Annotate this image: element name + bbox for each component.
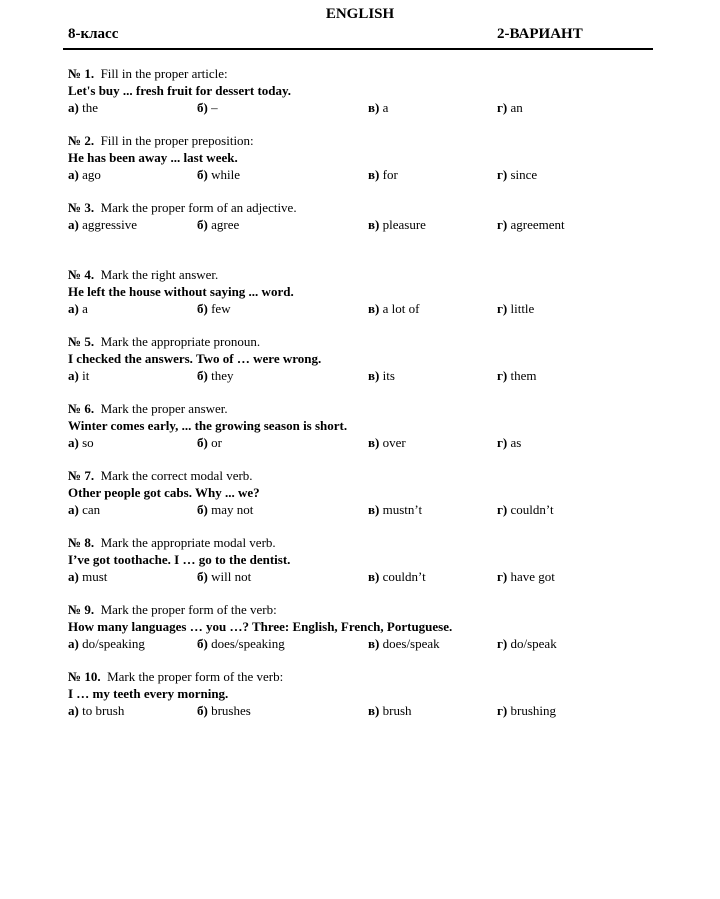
task-number: № 10. [68,669,101,684]
task-instruction: Mark the right answer. [100,267,219,282]
option-text: so [82,435,94,450]
option-text: – [211,100,218,115]
option-text: pleasure [382,217,426,232]
answer-option[interactable] [368,702,412,719]
answer-option[interactable] [368,300,419,317]
task-number: № 2. [68,133,95,148]
option-text: do/speak [510,636,557,651]
option-text: will not [211,569,252,584]
answer-option[interactable] [68,300,88,317]
task-instruction-line [68,266,668,283]
task-list [68,65,668,735]
option-letter: б) [197,636,208,651]
option-text: a [82,301,88,316]
answer-option[interactable] [497,300,534,317]
option-text: mustn’t [382,502,423,517]
option-text: may not [211,502,254,517]
option-letter: а) [68,636,79,651]
answer-option[interactable] [197,635,285,652]
option-text: them [510,368,537,383]
option-letter: а) [68,100,79,115]
task-number: № 3. [68,200,95,215]
option-letter: в) [368,703,380,718]
answer-option[interactable] [68,166,101,183]
answer-option[interactable] [368,568,426,585]
option-text: do/speaking [82,636,145,651]
option-text: since [510,167,538,182]
answer-options [68,216,668,233]
task-7 [68,467,668,534]
option-text: little [510,301,535,316]
option-letter: б) [197,217,208,232]
task-4 [68,266,668,333]
option-text: to brush [82,703,125,718]
answer-option[interactable] [497,99,523,116]
answer-options [68,300,668,317]
task-instruction: Mark the proper form of the verb: [107,669,284,684]
option-text: brushes [211,703,251,718]
task-question: Let's buy ... fresh fruit for dessert today. [68,83,292,98]
option-text: a [382,100,389,115]
option-letter: в) [368,435,380,450]
option-letter: г) [497,301,508,316]
option-text: its [382,368,395,383]
task-9 [68,601,668,668]
answer-option[interactable] [197,702,251,719]
option-letter: г) [497,502,508,517]
answer-option[interactable] [368,216,426,233]
option-letter: в) [368,569,380,584]
option-text: ago [82,167,101,182]
answer-option[interactable] [368,367,395,384]
task-3 [68,199,668,266]
task-instruction-line [68,65,668,82]
option-text: while [211,167,240,182]
answer-option[interactable] [197,367,233,384]
answer-option[interactable] [68,434,94,451]
task-instruction-line [68,400,668,417]
option-text: or [211,435,222,450]
task-instruction-line [68,534,668,551]
option-text: it [82,368,90,383]
answer-options [68,99,668,116]
task-question: He has been away ... last week. [68,150,238,165]
answer-options [68,635,668,652]
answer-option[interactable] [368,434,406,451]
task-number: № 9. [68,602,95,617]
option-text: brushing [510,703,556,718]
answer-option[interactable] [68,99,98,116]
option-letter: в) [368,217,380,232]
task-instruction: Mark the correct modal verb. [100,468,253,483]
option-letter: б) [197,435,208,450]
option-letter: г) [497,100,508,115]
task-number: № 7. [68,468,95,483]
option-letter: в) [368,368,380,383]
task-question: Winter comes early, ... the growing season is short. [68,418,348,433]
answer-option[interactable] [68,568,107,585]
answer-option[interactable] [497,166,537,183]
answer-option[interactable] [68,635,145,652]
task-instruction: Fill in the proper article: [100,66,228,81]
task-instruction: Mark the proper answer. [100,401,228,416]
task-instruction-line [68,199,668,216]
task-instruction-line [68,132,668,149]
task-question: He left the house without saying ... word. [68,284,294,299]
answer-option[interactable] [197,568,251,585]
option-letter: б) [197,703,208,718]
option-letter: а) [68,435,79,450]
option-text: can [82,502,101,517]
page-title: ENGLISH [325,6,395,22]
option-text: does/speak [382,636,440,651]
option-letter: а) [68,569,79,584]
task-number: № 8. [68,535,95,550]
task-1 [68,65,668,132]
task-question: How many languages … you …? Three: English, French, Portuguese. [68,619,453,634]
task-instruction-line [68,333,668,350]
option-letter: г) [497,569,508,584]
option-letter: в) [368,636,380,651]
answer-option[interactable] [197,434,222,451]
task-8 [68,534,668,601]
task-number: № 4. [68,267,95,282]
header-divider [63,48,653,50]
option-letter: б) [197,167,208,182]
answer-option[interactable] [368,166,398,183]
option-text: couldn’t [382,569,426,584]
answer-option[interactable] [497,568,555,585]
answer-option[interactable] [497,367,536,384]
task-instruction: Mark the proper form of the verb: [100,602,277,617]
option-text: must [82,569,108,584]
task-number: № 6. [68,401,95,416]
option-text: couldn’t [510,502,554,517]
task-instruction: Mark the appropriate pronoun. [100,334,261,349]
option-letter: в) [368,502,380,517]
task-instruction: Mark the proper form of an adjective. [100,200,297,215]
task-instruction: Mark the appropriate modal verb. [100,535,276,550]
option-letter: б) [197,368,208,383]
option-text: for [382,167,398,182]
task-instruction-line [68,668,668,685]
answer-option[interactable] [497,216,565,233]
answer-option[interactable] [497,434,521,451]
task-number: № 5. [68,334,95,349]
answer-option[interactable] [497,501,554,518]
task-question: I’ve got toothache. I … go to the dentist. [68,552,291,567]
answer-option[interactable] [68,216,137,233]
option-letter: в) [368,301,380,316]
answer-option[interactable] [368,501,422,518]
answer-option[interactable] [197,216,239,233]
task-question: I … my teeth every morning. [68,686,229,701]
option-text: brush [382,703,412,718]
option-letter: а) [68,167,79,182]
option-text: aggressive [82,217,137,232]
option-letter: г) [497,435,508,450]
option-letter: г) [497,636,508,651]
option-text: a lot of [382,301,420,316]
answer-option[interactable] [197,501,253,518]
task-question: Other people got cabs. Why ... we? [68,485,260,500]
answer-option[interactable] [497,635,557,652]
option-letter: б) [197,301,208,316]
option-letter: а) [68,368,79,383]
option-letter: в) [368,167,380,182]
answer-option[interactable] [68,501,100,518]
task-question: I checked the answers. Two of … were wrong. [68,351,322,366]
option-letter: в) [368,100,380,115]
variant-label: 2-ВАРИАНТ [497,26,583,42]
answer-option[interactable] [68,367,89,384]
option-text: an [510,100,523,115]
option-letter: б) [197,502,208,517]
answer-option[interactable] [197,99,218,116]
task-10 [68,668,668,735]
option-letter: г) [497,368,508,383]
option-letter: г) [497,217,508,232]
answer-option[interactable] [197,166,240,183]
answer-option[interactable] [497,702,556,719]
task-5 [68,333,668,400]
option-text: agreement [510,217,565,232]
option-text: does/speaking [211,636,285,651]
grade-label: 8-класс [68,26,119,42]
task-instruction: Fill in the proper preposition: [100,133,254,148]
option-letter: б) [197,100,208,115]
answer-options [68,568,668,585]
option-letter: а) [68,217,79,232]
option-text: as [510,435,522,450]
task-6 [68,400,668,467]
answer-option[interactable] [368,635,440,652]
answer-option[interactable] [368,99,388,116]
task-instruction-line [68,467,668,484]
option-text: they [211,368,234,383]
answer-options [68,434,668,451]
option-letter: а) [68,502,79,517]
answer-options [68,501,668,518]
option-text: few [211,301,231,316]
option-letter: б) [197,569,208,584]
option-letter: а) [68,703,79,718]
option-letter: г) [497,703,508,718]
option-text: have got [510,569,555,584]
option-text: agree [211,217,240,232]
answer-options [68,166,668,183]
answer-options [68,367,668,384]
option-letter: а) [68,301,79,316]
task-2 [68,132,668,199]
option-letter: г) [497,167,508,182]
task-number: № 1. [68,66,95,81]
answer-option[interactable] [197,300,231,317]
option-text: over [382,435,406,450]
answer-option[interactable] [68,702,124,719]
answer-options [68,702,668,719]
option-text: the [82,100,98,115]
task-instruction-line [68,601,668,618]
